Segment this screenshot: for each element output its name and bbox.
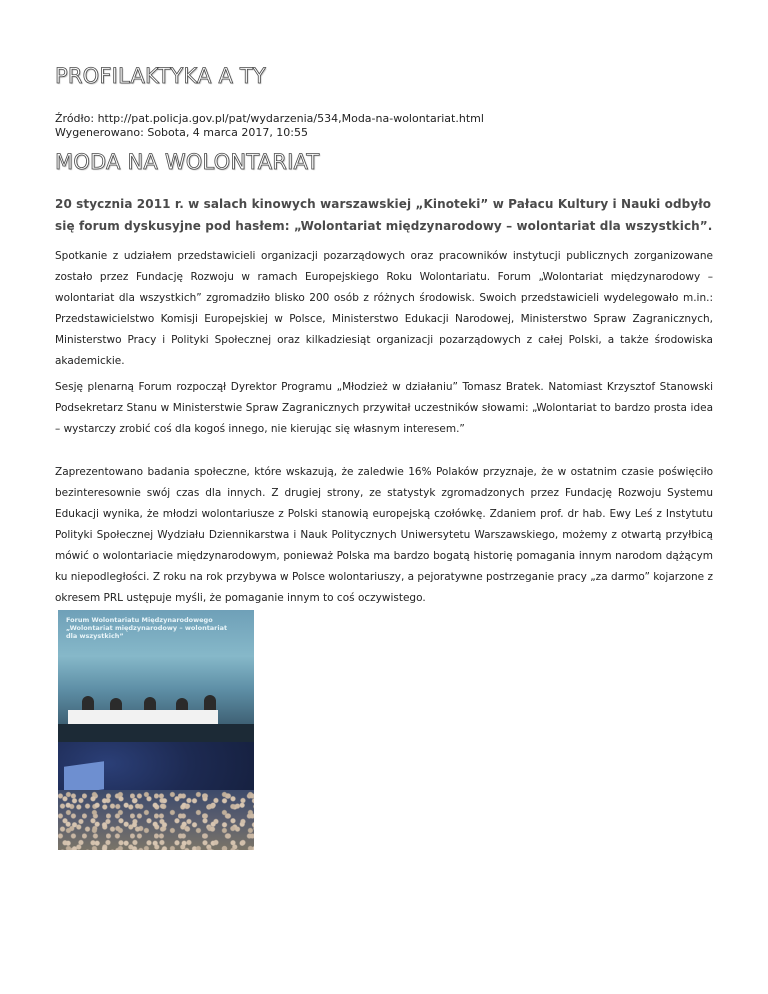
photo-panel-stage <box>58 610 254 742</box>
source-line: Źródło: http://pat.policja.gov.pl/pat/wydarzenia/534,Moda-na-wolontariat.html <box>55 112 484 125</box>
article-photo <box>58 610 254 850</box>
photo-audience-crowd <box>58 790 254 850</box>
article-title: MODA NA WOLONTARIAT <box>55 150 320 174</box>
article-paragraph-3: Zaprezentowano badania społeczne, które wskazują, że zaledwie 16% Polaków przyznaje, że w ostatnim czasie poświęciło bezinteresownie swój czas dla innych. Z drugiej strony, ze statystyk zgromadzonych przez Fundację Rozwoju Systemu Edukacji wynika, że młodzi wolontariusze z Polski stanowią europejską czołówkę. Zdaniem prof. dr hab. Ewy Leś z Instytutu Polityki Społecznej Wydziału Dziennikarstwa i Nauk Politycznych Uniwersytetu Warszawskiego, możemy z otwartą przyłbicą mówić o wolontariacie międzynarodowym, ponieważ Polska ma bardzo bogatą historię pomagania innym narodom dążącym ku niepodległości. Z roku na rok przybywa w Polsce wolontariuszy, a pejoratywne postrzeganie pracy „za darmo” kojarzone z okresem PRL ustępuje myśli, że pomaganie innym to coś oczywistego. <box>55 466 713 604</box>
photo-audience-hall <box>58 742 254 850</box>
article-lead: 20 stycznia 2011 r. w salach kinowych warszawskiej „Kinoteki” w Pałacu Kultury i Nauki odbyło się forum dyskusyjne pod hasłem: „Wolontariat międzynarodowy – wolontariat dla wszystkich”. <box>55 197 713 233</box>
photo-banner-text: Forum Wolontariatu Międzynarodowego „Wolontariat międzynarodowy – wolontariat dla wszystkich” <box>66 616 228 640</box>
article-paragraph-1: Spotkanie z udziałem przedstawicieli organizacji pozarządowych oraz pracowników instytucji publicznych zorganizowane zostało przez Fundację Rozwoju w ramach Europejskiego Roku Wolontariatu. Forum „Wolontariat międzynarodowy – wolontariat dla wszystkich” zgromadziło blisko 200 osób z różnych środowisk. Swoich przedstawicieli wydelegowało m.in.: Przedstawicielstwo Komisji Europejskiej w Polsce, Ministerstwo Edukacji Narodowej, Ministerstwo Spraw Zagranicznych, Ministerstwo Pracy i Polityki Społecznej oraz kilkadziesiąt organizacji pozarządowych z całej Polski, a także środowiska akademickie. <box>55 250 713 367</box>
generated-line: Wygenerowano: Sobota, 4 marca 2017, 10:55 <box>55 126 309 139</box>
photo-audience-front <box>58 724 254 742</box>
document-meta <box>55 112 484 140</box>
photo-panel-table <box>68 710 218 724</box>
site-title: PROFILAKTYKA A TY <box>55 64 266 88</box>
article-paragraph-2: Sesję plenarną Forum rozpoczął Dyrektor Programu „Młodzież w działaniu” Tomasz Bratek. Natomiast Krzysztof Stanowski Podsekretarz Stanu w Ministerstwie Spraw Zagranicznych przywitał uczestników słowami: „Wolontariat to bardzo prosta idea – wystarczy zrobić coś dla kogoś innego, nie kierując się własnym interesem.” <box>55 381 713 435</box>
